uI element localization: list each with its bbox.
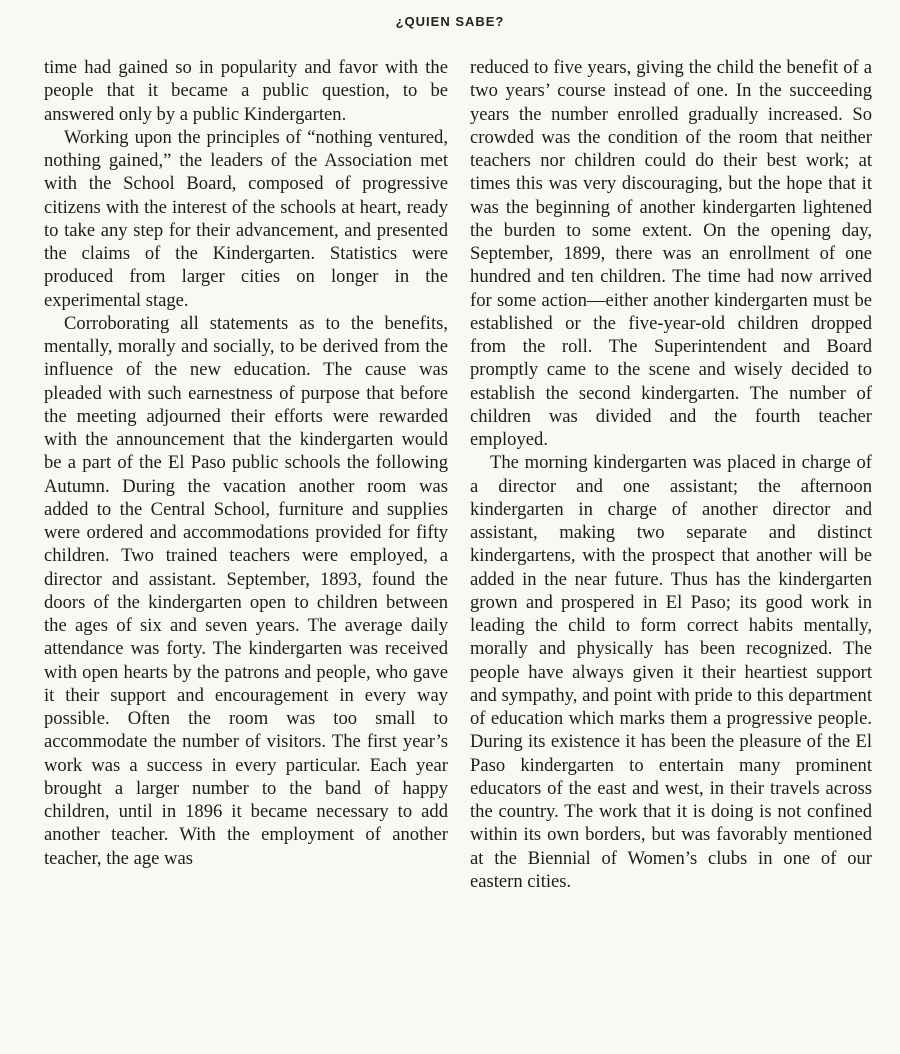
paragraph: Working upon the principles of “nothing ventured, nothing gained,” the leaders of the Association met with the School Board, composed of progressive citizens with the interest of the schools at heart, ready to take any step for their advancement, and presented the claims of the Kindergarten. Statistics were produced from larger cities on longer in the experimental stage. <box>44 126 448 311</box>
right-text-column <box>470 56 872 893</box>
left-text-column <box>44 56 448 870</box>
paragraph: reduced to five years, giving the child the benefit of a two years’ course instead of one. In the succeeding years the number enrolled gradually increased. So crowded was the condition of the room that neither teachers nor children could do their best work; at times this was very discouraging, but the hope that it was the beginning of another kindergarten lightened the burden to some extent. On the opening day, September, 1899, there was an enrollment of one hundred and ten children. The time had now arrived for some action—either another kindergarten must be established or the five-year-old children dropped from the roll. The Superintendent and Board promptly came to the scene and wisely decided to establish the second kindergarten. The number of children was divided and the fourth teacher employed. <box>470 57 872 450</box>
paragraph: Corroborating all statements as to the benefits, mentally, morally and socially, to be derived from the influence of the new education. The cause was pleaded with such earnestness of purpose that before the meeting adjourned their efforts were rewarded with the announcement that the kindergarten would be a part of the El Paso public schools the following Autumn. During the vacation another room was added to the Central School, furniture and supplies were ordered and accommodations provided for fifty children. Two trained teachers were employed, a director and assistant. September, 1893, found the doors of the kindergarten open to children between the ages of six and seven years. The average daily attendance was forty. The kindergarten was received with open hearts by the patrons and people, who gave it their support and encouragement in every way possible. Often the room was too small to accommodate the number of visitors. The first year’s work was a success in every particular. Each year brought a larger number to the band of happy children, until in 1896 it became necessary to add another teacher. With the employment of another teacher, the age was <box>44 312 448 869</box>
paragraph: time had gained so in popularity and favor with the people that it became a public question, to be answered only by a public Kindergarten. <box>44 57 448 125</box>
running-title: ¿QUIEN SABE? <box>395 14 505 29</box>
paragraph: The morning kindergarten was placed in charge of a director and one assistant; the afternoon kindergarten in charge of another director and assistant, making two separate and distinct kindergartens, with the prospect that another will be added in the near future. Thus has the kindergarten grown and prospered in El Paso; its good work in leading the child to form correct habits mentally, morally and physically has been recognized. The people have always given it their heartiest support and sympathy, and point with pride to this department of education which marks them a progressive people. During its existence it has been the pleasure of the El Paso kindergarten to entertain many prominent educators of the east and west, in their travels across the country. The work that it is doing is not confined within its own borders, but was favorably mentioned at the Biennial of Women’s clubs in one of our eastern cities. <box>470 452 872 892</box>
